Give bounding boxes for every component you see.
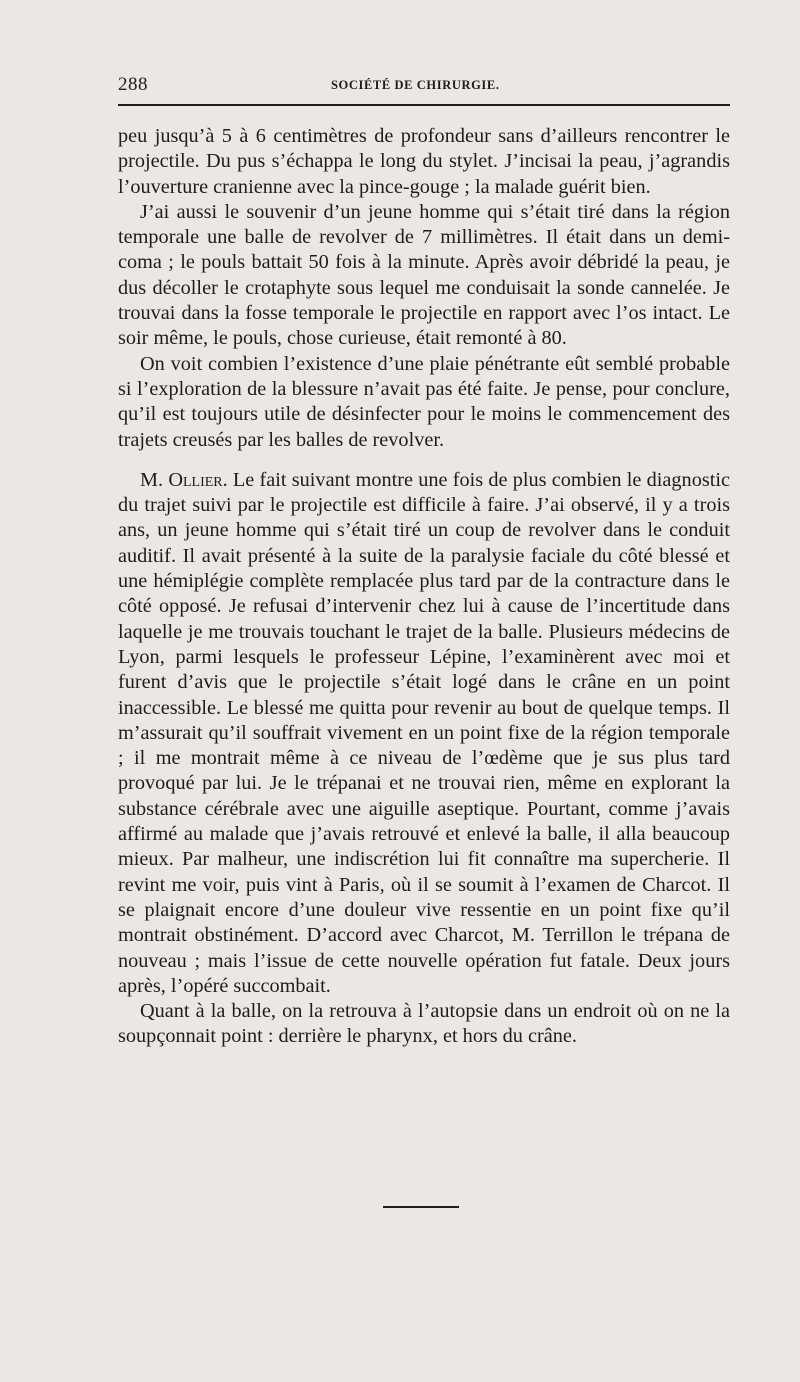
paragraph-autopsy: Quant à la balle, on la retrouva à l’autopsie dans un endroit où on ne la soupçonnait point : derrière le pharynx, et hors du crâne. <box>118 1000 730 1048</box>
section-end-rule <box>383 1206 459 1208</box>
paragraph-ollier <box>118 468 730 999</box>
speaker-name: M. Ollier. <box>140 468 228 491</box>
paragraph-continuation: peu jusqu’à 5 à 6 centimètres de profondeur sans d’ailleurs rencontrer le projectile. Du pus s’échappa le long du stylet. J’incisai la peau, j’agrandis l’ouverture cranienne avec la pince-gouge ; la malade guérit bien. <box>118 125 730 198</box>
header-rule <box>118 104 730 106</box>
paragraph-ollier-text: Le fait suivant montre une fois de plus combien le diagnostic du trajet suivi par le projectile est difficile à faire. J’ai observé, il y a trois ans, un jeune homme qui s’était tiré un coup de revolver dans le conduit auditif. Il avait présenté à la suite de la paralysie faciale du côté blessé et une hémiplégie complète remplacée plus tard par de la contracture dans le côté opposé. Je refusai d’intervenir chez lui à cause de l’incertitude dans laquelle je me trouvais touchant le trajet de la balle. Plusieurs médecins de Lyon, parmi lesquels le professeur Lépine, l’examinèrent avec moi et furent d’avis que le projectile s’était logé dans le crâne en un point inaccessible. Le blessé me quitta pour revenir au bout de quelque temps. Il m’assurait qu’il souffrait vivement en un point fixe de la région temporale ; il me montrait même à ce niveau de l’œdème que je sus plus tard provoqué par lui. Je le trépanai et ne trouvai rien, même en explorant la substance cérébrale avec une aiguille aseptique. Pourtant, comme j’avais affirmé au malade que j’avais retrouvé et enlevé la balle, il alla beaucoup mieux. Par malheur, une indiscrétion lui fit connaître ma supercherie. Il revint me voir, puis vint à Paris, où il se soumit à l’examen de Charcot. Il se plaignait encore d’une douleur vive ressentie en un point fixe qu’il montrait obstinément. D’accord avec Charcot, M. Terrillon le trépana de nouveau ; mais l’issue de cette nouvelle opération fut fatale. Deux jours après, l’opéré succombait. <box>118 468 731 997</box>
paragraph-conclusion: On voit combien l’existence d’une plaie pénétrante eût semblé probable si l’exploration de la blessure n’avait pas été faite. Je pense, pour conclure, qu’il est toujours utile de désinfecter pour le moins le commencement des trajets creusés par les balles de revolver. <box>118 352 730 451</box>
page-number: 288 <box>118 74 148 95</box>
paragraph-temporal-case: J’ai aussi le souvenir d’un jeune homme qui s’était tiré dans la région temporale une balle de revolver de 7 millimètres. Il était dans un demi-coma ; le pouls battait 50 fois à la minute. Après avoir débridé la peau, je dus décoller le crotaphyte sous lequel me conduisait la sonde cannelée. Je trouvai dans la fosse temporale le projectile en rapport avec l’os intact. Le soir même, le pouls, chose curieuse, était remonté à 80. <box>118 200 730 350</box>
body-text <box>118 124 730 1050</box>
page-header <box>118 74 730 98</box>
running-title: SOCIÉTÉ DE CHIRURGIE. <box>331 78 500 92</box>
